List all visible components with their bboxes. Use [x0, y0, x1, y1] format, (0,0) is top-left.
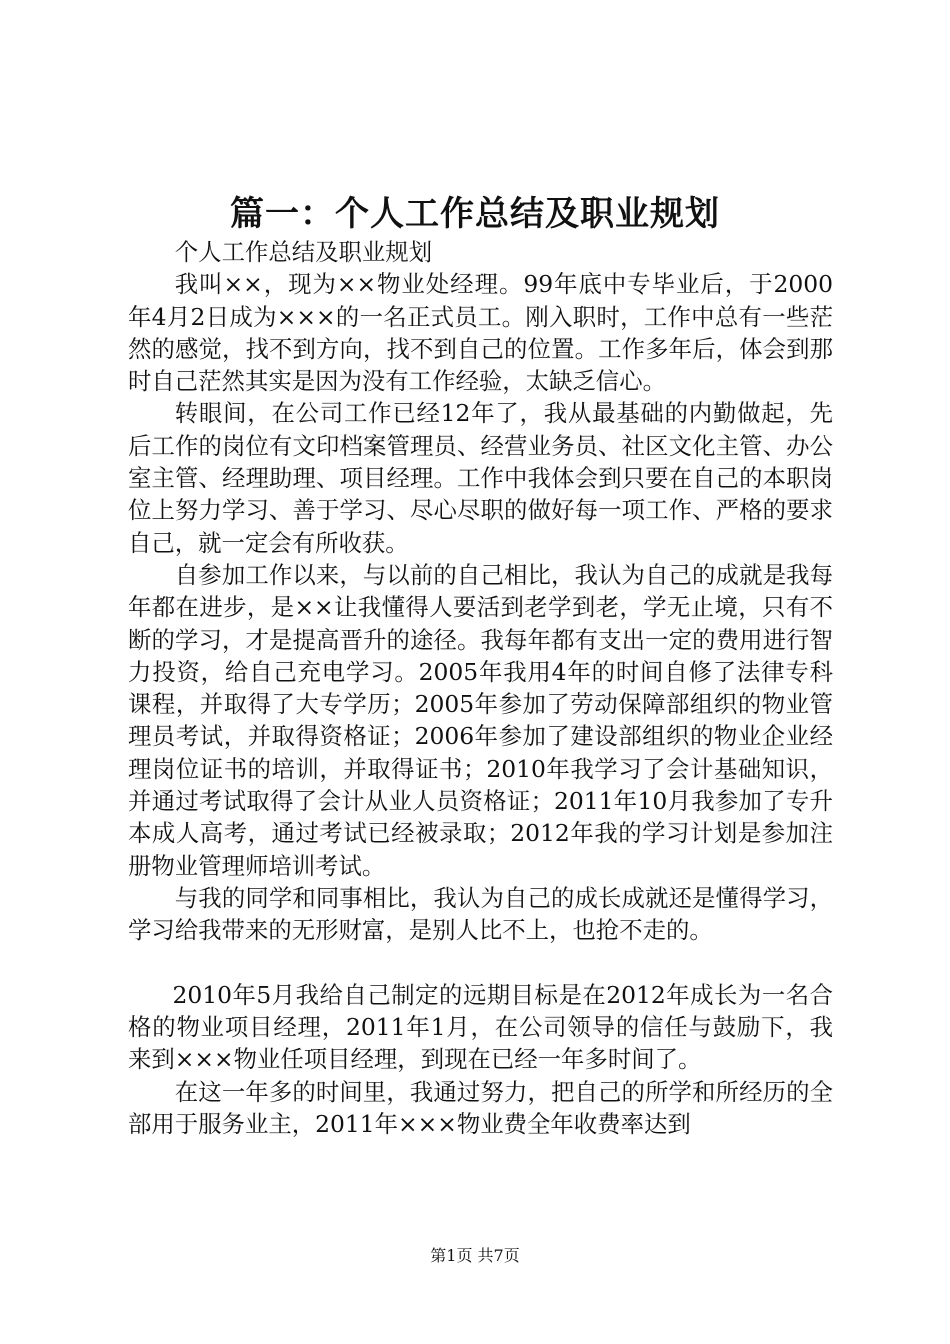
document-body — [128, 236, 833, 1140]
paragraph: 转眼间，在公司工作已经12年了，我从最基础的内勤做起，先后工作的岗位有文印档案管理员、经营业务员、社区文化主管、办公室主管、经理助理、项目经理。工作中我体会到只要在自己的本职岗位上努力学习、善于学习、尽心尽职的做好每一项工作、严格的要求自己，就一定会有所收获。 — [128, 399, 833, 557]
document-title: 篇一：个人工作总结及职业规划 — [230, 194, 720, 234]
paragraph: 2010年5月我给自己制定的远期目标是在2012年成长为一名合格的物业项目经理，2011年1月，在公司领导的信任与鼓励下，我来到×××物业任项目经理，到现在已经一年多时间了。 — [128, 980, 833, 1074]
document-subtitle: 个人工作总结及职业规划 — [174, 238, 433, 266]
paragraph: 自参加工作以来，与以前的自己相比，我认为自己的成就是我每年都在进步，是××让我懂得人要活到老学到老，学无止境，只有不断的学习，才是提高晋升的途径。我每年都有支出一定的费用进行智力投资，给自己充电学习。2005年我用4年的时间自修了法律专科课程，并取得了大专学历；2005年参加了劳动保障部组织的物业管理员考试，并取得资格证；2006年参加了建设部组织的物业企业经理岗位证书的培训，并取得证书；2010年我学习了会计基础知识，并通过考试取得了会计从业人员资格证；2011年10月我参加了专升本成人高考，通过考试已经被录取；2012年我的学习计划是参加注册物业管理师培训考试。 — [128, 560, 833, 880]
page-footer: 第1页 共7页 — [430, 1246, 520, 1265]
paragraph: 与我的同学和同事相比，我认为自己的成长成就还是懂得学习，学习给我带来的无形财富，是别人比不上，也抢不走的。 — [128, 883, 833, 945]
paragraph: 在这一年多的时间里，我通过努力，把自己的所学和所经历的全部用于服务业主，2011年×××物业费全年收费率达到 — [128, 1077, 833, 1139]
paragraph: 我叫××，现为××物业处经理。99年底中专毕业后，于2000年4月2日成为×××的一名正式员工。刚入职时，工作中总有一些茫然的感觉，找不到方向，找不到自己的位置。工作多年后，体会到那时自己茫然其实是因为没有工作经验，太缺乏信心。 — [128, 270, 833, 396]
